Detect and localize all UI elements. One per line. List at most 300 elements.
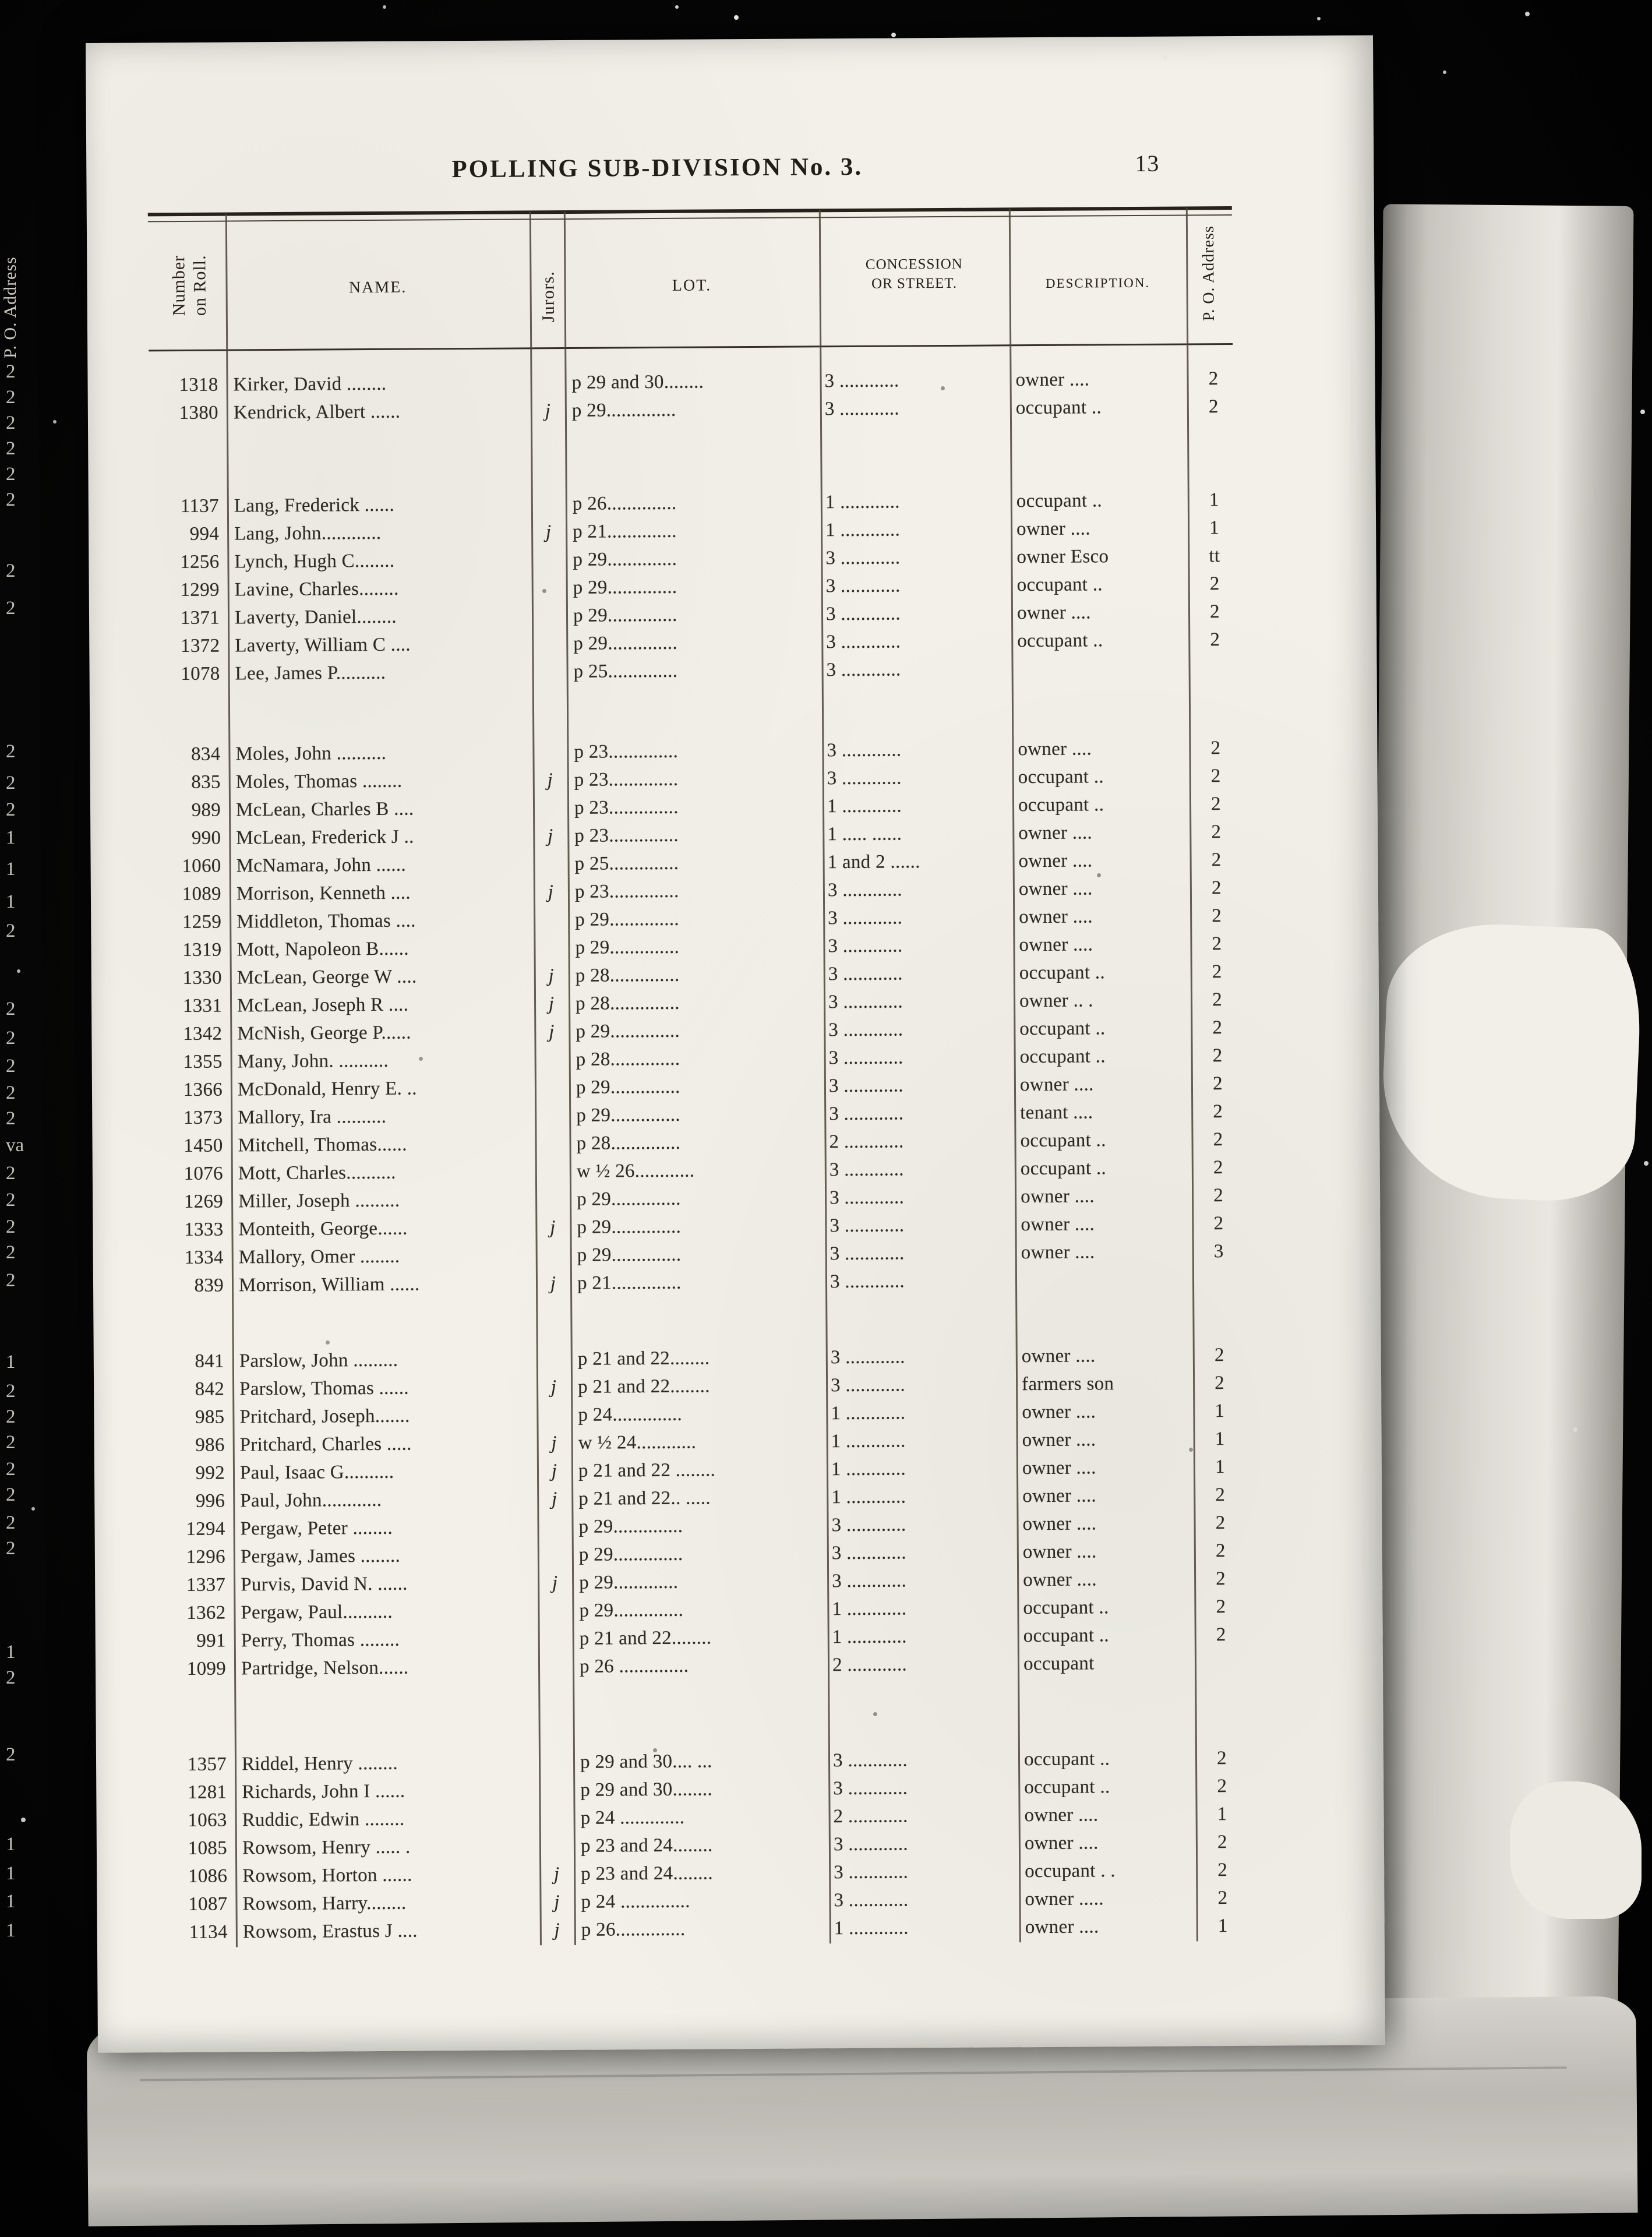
cell-name: Riddel, Henry ........ (241, 1752, 398, 1775)
cell-description: owner .... (1016, 602, 1091, 624)
cell-name: Morrison, William ...... (238, 1273, 420, 1296)
cell-lot: p 24 .............. (581, 1890, 690, 1913)
margin-digit: 1 (6, 1920, 16, 1941)
cell-description: owner .... (1015, 369, 1090, 391)
cell-number: 1294 (186, 1518, 225, 1540)
margin-digit: 2 (6, 1484, 16, 1505)
cell-jurors (538, 1541, 572, 1569)
cell-number: 1269 (183, 1191, 224, 1213)
cell-name: Rowsom, Erastus J .... (242, 1920, 418, 1943)
cell-concession: 3 ............ (829, 1215, 905, 1237)
cell-concession: 3 ............ (829, 1187, 905, 1209)
cell-description: occupant .. (1017, 630, 1103, 652)
cell-jurors (539, 1804, 573, 1832)
cell-description: occupant . . (1025, 1860, 1116, 1882)
cell-name: Pritchard, Joseph....... (239, 1405, 410, 1428)
margin-digit: 2 (6, 1406, 16, 1427)
margin-digit: 2 (6, 1459, 16, 1480)
cell-concession: 3 ............ (831, 1514, 906, 1536)
cell-name: McNish, George P...... (237, 1022, 411, 1045)
cell-po-address: 1 (1215, 1428, 1225, 1450)
cell-lot: p 25.............. (573, 660, 678, 682)
cell-description: occupant .. (1016, 574, 1103, 596)
cell-description: occupant .. (1020, 1130, 1106, 1152)
cell-number: 1299 (180, 579, 220, 601)
cell-jurors: j (547, 825, 553, 847)
cell-name: Laverty, William C .... (235, 634, 411, 657)
torn-paper-patch-small (1510, 1781, 1642, 1919)
cell-lot: p 29.............. (575, 908, 679, 930)
cell-po-address (1195, 1649, 1248, 1677)
cell-number: 1259 (182, 911, 222, 933)
cell-number: 991 (196, 1630, 226, 1652)
cell-number: 990 (191, 827, 221, 849)
cell-concession: 3 ............ (829, 1103, 904, 1125)
cell-concession: 3 ............ (828, 991, 903, 1013)
table-top-rule-thin (148, 214, 1232, 222)
cell-number: 986 (195, 1434, 225, 1456)
cell-name: McLean, Joseph R .... (236, 994, 409, 1017)
cell-jurors (537, 1513, 571, 1541)
cell-lot: p 21 and 22.. ..... (578, 1487, 711, 1509)
cell-jurors: j (548, 965, 555, 987)
cell-concession: 3 ............ (828, 1019, 903, 1041)
margin-digit: 2 (6, 772, 16, 793)
cell-number: 1331 (182, 995, 223, 1017)
cell-name: Pritchard, Charles ..... (239, 1433, 412, 1456)
cell-po-address: 2 (1211, 877, 1222, 899)
margin-digit: 2 (6, 1270, 16, 1291)
cell-po-address: 2 (1217, 1832, 1227, 1853)
cell-number: 839 (194, 1275, 224, 1296)
cell-po-address: 2 (1212, 1045, 1223, 1067)
cell-concession: 1 ............ (827, 795, 902, 817)
cell-description: owner .... (1018, 822, 1093, 844)
cell-description (1011, 654, 1188, 683)
cell-number: 1318 (179, 374, 218, 396)
cell-jurors (532, 574, 566, 602)
cell-lot: p 29.............. (575, 936, 680, 958)
cell-lot: w ½ 24............ (578, 1431, 697, 1453)
header-description: DESCRIPTION. (1045, 275, 1150, 291)
cell-name: Rowsom, Harry........ (242, 1892, 407, 1915)
cell-number: 1087 (188, 1893, 228, 1915)
cell-jurors (539, 1748, 573, 1776)
margin-digit: 2 (6, 1381, 16, 1402)
cell-po-address: 2 (1212, 1017, 1223, 1039)
cell-name: Mott, Napoleon B...... (236, 938, 409, 961)
cell-jurors (534, 906, 568, 934)
cell-description: owner .... (1025, 1916, 1099, 1938)
cell-description: owner .... (1019, 934, 1093, 956)
cell-lot: p 29.............. (576, 1020, 680, 1042)
cell-po-address: 3 (1213, 1241, 1224, 1262)
cell-lot: p 26 .............. (579, 1655, 689, 1677)
cell-jurors (532, 738, 567, 766)
cell-number: 1256 (180, 551, 220, 573)
cell-name: McLean, George W .... (236, 966, 417, 989)
cell-name: Morrison, Kenneth .... (236, 882, 411, 905)
cell-jurors (532, 630, 566, 658)
cell-concession: 2 ............ (832, 1654, 908, 1676)
margin-digit: 1 (6, 1891, 16, 1912)
cell-po-address (1192, 1265, 1245, 1294)
margin-digit: 2 (6, 1667, 16, 1688)
cell-concession: 2 ............ (829, 1131, 904, 1153)
cell-concession: 1 ............ (832, 1598, 907, 1620)
margin-digit: 2 (6, 1538, 16, 1559)
cell-concession: 3 ............ (832, 1570, 907, 1592)
cell-lot: p 28.............. (575, 964, 680, 986)
cell-jurors (538, 1625, 573, 1653)
cell-lot: p 21 and 22........ (577, 1347, 710, 1370)
cell-number: 1099 (186, 1658, 227, 1679)
margin-digit: 1 (6, 827, 16, 848)
header-name: NAME. (348, 278, 407, 297)
margin-digit: 2 (6, 560, 16, 581)
cell-concession: 1 ............ (831, 1458, 906, 1480)
cell-po-address: 2 (1214, 1345, 1224, 1366)
cell-description: owner .... (1021, 1345, 1096, 1367)
cell-po-address: 1 (1215, 1400, 1225, 1422)
margin-digit: 1 (6, 891, 16, 912)
cell-description: occupant .. (1019, 1018, 1106, 1040)
cell-description: occupant .. (1019, 1046, 1106, 1068)
cell-concession: 1 and 2 ...... (827, 851, 920, 873)
cell-name: Parslow, Thomas ...... (239, 1377, 409, 1400)
cell-description: owner .... (1022, 1401, 1096, 1423)
cell-number: 1060 (182, 855, 221, 877)
cell-jurors (531, 546, 566, 574)
cell-lot: p 26.............. (581, 1918, 686, 1940)
header-po-address: P. O. Address (1199, 225, 1218, 322)
cell-concession: 3 ............ (830, 1346, 905, 1368)
cell-number: 1380 (179, 402, 218, 424)
cell-concession: 3 ............ (824, 398, 899, 420)
cell-name: Pergaw, Peter ........ (240, 1517, 393, 1540)
cell-description: owner .... (1018, 850, 1093, 872)
cell-concession: 3 ............ (829, 1243, 905, 1265)
cell-po-address: 2 (1217, 1887, 1228, 1909)
cell-lot: p 29.............. (573, 604, 677, 626)
cell-number: 841 (195, 1350, 224, 1372)
margin-digit: 2 (6, 1028, 16, 1049)
cell-number: 842 (195, 1378, 225, 1400)
cell-concession: 1 ............ (834, 1917, 909, 1939)
cell-description: occupant .. (1018, 766, 1104, 788)
cell-concession: 3 ............ (826, 659, 901, 681)
cell-lot: p 23 and 24........ (581, 1862, 713, 1885)
cell-jurors: j (547, 770, 553, 791)
cell-concession: 3 ............ (834, 1861, 909, 1883)
table-header-bottom-rule (149, 343, 1233, 351)
cell-concession: 3 ............ (827, 739, 902, 761)
cell-name: Mitchell, Thomas...... (238, 1134, 407, 1156)
cell-name: McDonald, Henry E. .. (237, 1078, 417, 1100)
cell-po-address: 2 (1215, 1484, 1226, 1506)
cell-number: 1089 (182, 883, 222, 905)
cell-name: Rowsom, Horton ...... (242, 1864, 412, 1887)
cell-concession: 1 ............ (831, 1430, 906, 1452)
margin-digit: 1 (6, 1642, 16, 1663)
left-margin-po-label: P. O. Address (1, 256, 20, 358)
cell-description: owner .... (1019, 906, 1093, 928)
margin-digit: 2 (6, 598, 16, 619)
cell-jurors: j (545, 521, 552, 543)
cell-lot: p 29.............. (576, 1076, 680, 1098)
margin-digit: 2 (6, 1190, 16, 1211)
cell-number: 1355 (183, 1051, 223, 1073)
row-group (90, 734, 1252, 1300)
cell-po-address: 2 (1212, 989, 1223, 1011)
cell-lot: p 21 and 22........ (577, 1375, 710, 1398)
cell-description: owner .... (1021, 1185, 1095, 1208)
cell-name: McLean, Charles B .... (235, 798, 414, 821)
margin-digit: 2 (6, 361, 16, 382)
cell-number: 1334 (184, 1247, 224, 1269)
cell-lot: p 23.............. (574, 768, 679, 791)
cell-name: Moles, Thomas ........ (235, 770, 403, 793)
cell-po-address: 2 (1217, 1860, 1228, 1881)
cell-concession: 1 ............ (825, 519, 901, 541)
cell-lot: p 25.............. (574, 852, 679, 874)
cell-name: Richards, John I ...... (242, 1780, 405, 1803)
cell-concession: 1 ............ (832, 1626, 907, 1648)
cell-description: occupant .. (1016, 490, 1103, 512)
cell-number: 1296 (186, 1546, 225, 1568)
cell-po-address: 2 (1211, 849, 1222, 871)
cell-lot: p 21.............. (577, 1272, 682, 1294)
cell-concession: 1 ............ (825, 491, 900, 513)
cell-lot: p 29 and 30........ (571, 371, 704, 393)
cell-number: 1373 (183, 1107, 223, 1129)
cell-number: 996 (195, 1490, 225, 1512)
cell-number: 834 (190, 743, 221, 765)
cell-number: 1078 (181, 663, 220, 685)
cell-jurors: j (549, 1021, 555, 1043)
cell-description: occupant .. (1015, 397, 1102, 419)
cell-po-address: 2 (1217, 1748, 1227, 1769)
cell-po-address: 2 (1213, 1213, 1224, 1234)
row-group (96, 1744, 1256, 1947)
cell-concession: 3 ............ (827, 879, 902, 901)
cell-description: farmers son (1021, 1373, 1114, 1395)
cell-po-address: 1 (1209, 517, 1220, 539)
cell-name: Perry, Thomas ........ (241, 1629, 400, 1652)
cell-po-address: 2 (1213, 1185, 1224, 1206)
cell-po-address: 2 (1208, 396, 1219, 418)
cell-name: Paul, John............ (240, 1489, 382, 1512)
cell-jurors (535, 1158, 570, 1185)
cell-lot: p 23.............. (574, 796, 679, 818)
cell-number: 994 (189, 523, 220, 545)
cell-lot: p 29.............. (573, 576, 677, 598)
cell-concession: 3 ............ (824, 370, 899, 392)
cell-lot: p 29 and 30........ (580, 1779, 713, 1801)
cell-jurors (535, 1130, 569, 1158)
cell-jurors: j (550, 1377, 557, 1398)
cell-name: Parslow, John ......... (239, 1349, 398, 1372)
cell-number: 1134 (189, 1921, 228, 1943)
cell-description: owner Esco (1016, 546, 1109, 568)
cell-lot: p 29.............. (573, 632, 678, 654)
cell-concession: 2 ............ (833, 1805, 908, 1827)
cell-description: occupant .. (1019, 962, 1106, 984)
cell-po-address: 2 (1212, 933, 1222, 955)
page-title: POLLING SUB-DIVISION No. 3. (451, 153, 863, 184)
cell-jurors: j (550, 1273, 556, 1294)
cell-po-address: 1 (1209, 489, 1219, 511)
cell-description: owner .... (1018, 738, 1092, 760)
cell-lot: p 29.............. (576, 1104, 681, 1126)
margin-digit: 1 (6, 1863, 16, 1884)
cell-name: Laverty, Daniel........ (234, 606, 397, 629)
header-lot: LOT. (672, 276, 712, 295)
margin-digit: 1 (6, 859, 16, 880)
cell-description: owner .. . (1019, 990, 1093, 1012)
cell-lot: p 29 and 30.... ... (580, 1751, 712, 1773)
cell-name: Rowsom, Henry ..... . (242, 1836, 411, 1859)
margin-digit: 2 (6, 1082, 16, 1103)
cell-jurors: j (553, 1864, 560, 1885)
cell-jurors: j (552, 1572, 558, 1594)
cell-po-address: 2 (1215, 1372, 1225, 1394)
margin-digit: 2 (6, 920, 16, 941)
cell-number: 989 (191, 799, 221, 821)
margin-digit: 2 (6, 438, 16, 459)
cell-number: 1357 (187, 1753, 227, 1775)
cell-concession: 3 ............ (832, 1749, 908, 1772)
cell-jurors: j (548, 993, 555, 1015)
cell-number: 985 (195, 1406, 225, 1428)
margin-digit: 2 (6, 1432, 16, 1453)
cell-po-address: 2 (1212, 905, 1222, 927)
cell-jurors (532, 658, 566, 686)
cell-jurors: j (554, 1920, 560, 1941)
cell-concession: 3 ............ (829, 1271, 905, 1293)
cell-lot: p 21 and 22 ........ (578, 1459, 716, 1481)
row-group (89, 486, 1249, 689)
cell-name: Many, John. .......... (237, 1050, 389, 1072)
cell-number: 1086 (188, 1865, 228, 1887)
cell-jurors (531, 490, 566, 518)
header-number-on-roll: Number on Roll. (169, 255, 210, 316)
cell-jurors (532, 602, 566, 630)
cell-name: McNamara, John ...... (236, 854, 407, 877)
cell-name: Kendrick, Albert ...... (233, 401, 401, 424)
cell-jurors (536, 1345, 571, 1373)
cell-name: McLean, Frederick J .. (236, 826, 414, 849)
cell-description: owner .... (1024, 1804, 1099, 1826)
cell-concession: 3 ............ (828, 1075, 904, 1097)
cell-jurors (539, 1776, 573, 1804)
cell-description: owner .... (1022, 1429, 1096, 1451)
cell-description: owner .... (1022, 1541, 1097, 1563)
cell-lot: p 21 and 22........ (579, 1627, 712, 1649)
cell-description: owner .... (1022, 1513, 1097, 1535)
cell-number: 1137 (180, 495, 219, 517)
cell-concession: 3 ............ (831, 1542, 906, 1564)
cell-number: 1342 (183, 1023, 223, 1045)
cell-number: 1330 (182, 967, 222, 989)
cell-concession: 3 ............ (828, 935, 903, 957)
margin-digit: 2 (6, 799, 16, 820)
cell-lot: p 28.............. (576, 1132, 681, 1154)
cell-number: 992 (195, 1462, 225, 1484)
cell-po-address: 1 (1215, 1456, 1225, 1478)
cell-concession: 3 ............ (834, 1889, 909, 1911)
cell-description: occupant .. (1018, 794, 1104, 816)
cell-jurors (536, 1401, 571, 1429)
cell-description: occupant .. (1020, 1158, 1107, 1180)
cell-description (1015, 1265, 1192, 1294)
cell-number: 1450 (183, 1135, 223, 1157)
margin-digit: 2 (6, 1216, 16, 1237)
cell-po-address: 2 (1210, 765, 1221, 787)
cell-number: 1063 (188, 1809, 227, 1831)
cell-name: Pergaw, James ........ (240, 1545, 401, 1568)
table-body (87, 365, 1256, 1947)
cell-po-address: 2 (1216, 1624, 1226, 1646)
cell-jurors (536, 1241, 570, 1269)
cell-name: Lee, James P.......... (235, 662, 386, 684)
cell-po-address (1188, 654, 1241, 682)
page-number: 13 (1135, 150, 1160, 177)
cell-description: owner ..... (1025, 1888, 1104, 1910)
header-jurors: Jurors. (538, 271, 558, 323)
cell-description: occupant .. (1023, 1625, 1110, 1647)
left-margin (0, 0, 35, 2237)
cell-name: Ruddic, Edwin ........ (242, 1808, 405, 1831)
document-page (86, 35, 1385, 2052)
cell-lot: p 24.............. (578, 1403, 683, 1426)
cell-jurors (530, 369, 564, 397)
cell-name: Pergaw, Paul.......... (241, 1601, 393, 1624)
row-group (87, 365, 1247, 428)
cell-lot: p 23.............. (574, 880, 679, 902)
cell-lot: p 29.............. (571, 399, 676, 421)
cell-lot: p 26.............. (572, 492, 677, 514)
cell-lot: p 29.............. (577, 1216, 682, 1238)
cell-name: Mallory, Ira .......... (238, 1106, 387, 1128)
cell-concession: 1 ............ (831, 1486, 906, 1508)
cell-lot: p 23.............. (574, 824, 679, 846)
cell-lot: p 29.............. (579, 1599, 684, 1621)
cell-po-address: 2 (1216, 1568, 1226, 1590)
cell-name: Kirker, David ........ (233, 373, 387, 396)
cell-lot: p 21.............. (573, 520, 677, 542)
cell-concession: 3 ............ (829, 1159, 904, 1181)
cell-concession: 3 ............ (827, 767, 902, 789)
cell-name: Purvis, David N. ...... (241, 1573, 408, 1596)
cell-lot: p 29.............. (577, 1188, 681, 1210)
cell-jurors: j (545, 400, 551, 422)
margin-digit: 2 (6, 1056, 16, 1077)
cell-lot: w ½ 26............ (576, 1160, 695, 1182)
cell-jurors (535, 1046, 569, 1074)
margin-digit: 1 (6, 1352, 16, 1372)
cell-name: Mott, Charles.......... (238, 1162, 396, 1184)
cell-name: Lynch, Hugh C........ (234, 550, 395, 573)
cell-jurors (535, 1102, 569, 1130)
cell-jurors (539, 1832, 574, 1860)
margin-digit: 2 (6, 1242, 16, 1263)
cell-lot: p 28.............. (575, 992, 680, 1014)
cell-jurors (535, 1185, 570, 1213)
cell-lot: p 29............. (579, 1571, 679, 1593)
cell-jurors (535, 1074, 569, 1102)
cell-description: owner .... (1021, 1213, 1095, 1236)
